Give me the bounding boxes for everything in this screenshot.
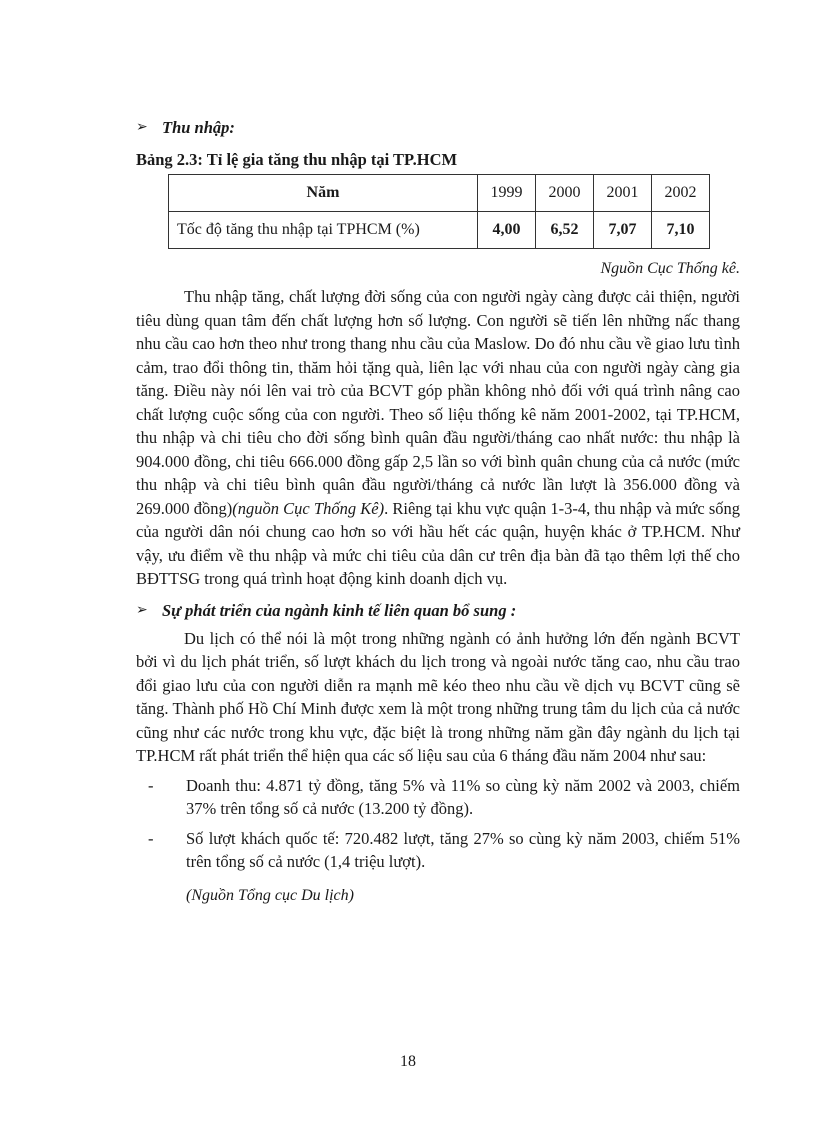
paragraph-income bbox=[136, 285, 740, 591]
page-content bbox=[136, 116, 740, 908]
arrow-bullet-icon: ➢ bbox=[136, 602, 148, 618]
section-heading-text: Thu nhập: bbox=[162, 118, 235, 137]
table-cell: 7,10 bbox=[652, 212, 710, 249]
table-row-label: Tốc độ tăng thu nhập tại TPHCM (%) bbox=[169, 212, 478, 249]
section-heading-income bbox=[136, 116, 740, 140]
section-heading-text: Sự phát triển của ngành kinh tế liên quan bổ sung : bbox=[162, 600, 517, 620]
dash-bullet-icon: - bbox=[148, 775, 154, 795]
table-header-cell: 2000 bbox=[536, 175, 594, 212]
table-header-cell: 2002 bbox=[652, 175, 710, 212]
list-item bbox=[136, 774, 740, 821]
arrow-bullet-icon: ➢ bbox=[136, 120, 148, 135]
table-header-row bbox=[169, 175, 710, 212]
paragraph-text: Thu nhập tăng, chất lượng đời sống của con người ngày càng được cải thiện, người tiêu dùng quan tâm đến chất lượng hơn số lượng. Con người sẽ tiến lên những nấc thang nhu cầu cao hơn theo như trong thang nhu cầu của Maslow. Do đó nhu cầu về giao lưu tình cảm, trao đổi thông tin, thăm hỏi tặng quà, liên lạc với nhau của con người ngày càng gia tăng. Điều này nói lên vai trò của BCVT góp phần không nhỏ đối với quá trình nâng cao chất lượng cuộc sống của con người. Theo số liệu thống kê năm 2001-2002, tại TP.HCM, thu nhập và chi tiêu cho đời sống bình quân đầu người/tháng cao nhất nước: thu nhập là 904.000 đồng, chi tiêu 666.000 đồng gấp 2,5 lần so với bình quân chung của cả nước (mức thu nhập và chi tiêu bình quân đầu người/tháng cả nước lần lượt là 356.000 đồng và 269.000 đồng) bbox=[136, 287, 740, 518]
section-heading-related-industry bbox=[136, 599, 740, 623]
dash-bullet-icon: - bbox=[148, 828, 154, 848]
list-source: (Nguồn Tổng cục Du lịch) bbox=[186, 886, 354, 904]
table-row bbox=[169, 212, 710, 249]
table-caption: Bảng 2.3: Tỉ lệ gia tăng thu nhập tại TP.HCM bbox=[136, 150, 458, 169]
page-number: 18 bbox=[400, 1053, 416, 1070]
table-header-cell: Năm bbox=[169, 175, 478, 212]
table-cell: 7,07 bbox=[594, 212, 652, 249]
table-header-cell: 2001 bbox=[594, 175, 652, 212]
table-cell: 6,52 bbox=[536, 212, 594, 249]
list-item-text: Doanh thu: 4.871 tỷ đồng, tăng 5% và 11% so cùng kỳ năm 2002 và 2003, chiếm 37% trên tổng số cả nước (13.200 tỷ đồng). bbox=[186, 775, 740, 818]
list-item bbox=[136, 827, 740, 874]
citation: (nguồn Cục Thống Kê) bbox=[232, 498, 385, 518]
table-cell: 4,00 bbox=[478, 212, 536, 249]
table-source: Nguồn Cục Thống kê. bbox=[600, 260, 740, 277]
income-table bbox=[168, 174, 710, 249]
paragraph-tourism: Du lịch có thể nói là một trong những ngành có ảnh hưởng lớn đến ngành BCVT bởi vì du lịch phát triển, số lượt khách du lịch trong và ngoài nước tăng cao, nhu cầu trao đổi giao lưu của con người diễn ra mạnh mẽ kéo theo nhu cầu về dịch vụ BCVT cũng sẽ tăng. Thành phố Hồ Chí Minh được xem là một trong những trung tâm du lịch của cả nước cũng như các nước trong khu vực, đặc biệt là trong những năm gần đây ngành du lịch tại TP.HCM rất phát triển thể hiện qua các số liệu sau của 6 tháng đầu năm 2004 như sau: bbox=[136, 628, 740, 765]
paragraph-text: . Riêng tại khu vực quận 1-3-4, thu nhập và mức sống của người dân nói chung cao hơn so với hầu hết các quận, huyện khác ở TP.HCM. Như vậy, ưu điểm về thu nhập và mức chi tiêu của dân cư trên địa bàn đã tạo thêm lợi thế cho BĐTTSG trong quá trình hoạt động kinh doanh dịch vụ. bbox=[136, 498, 740, 588]
table-header-cell: 1999 bbox=[478, 175, 536, 212]
list-item-text: Số lượt khách quốc tế: 720.482 lượt, tăng 27% so cùng kỳ năm 2003, chiếm 51% trên tổng số cả nước (1,4 triệu lượt). bbox=[186, 828, 740, 871]
